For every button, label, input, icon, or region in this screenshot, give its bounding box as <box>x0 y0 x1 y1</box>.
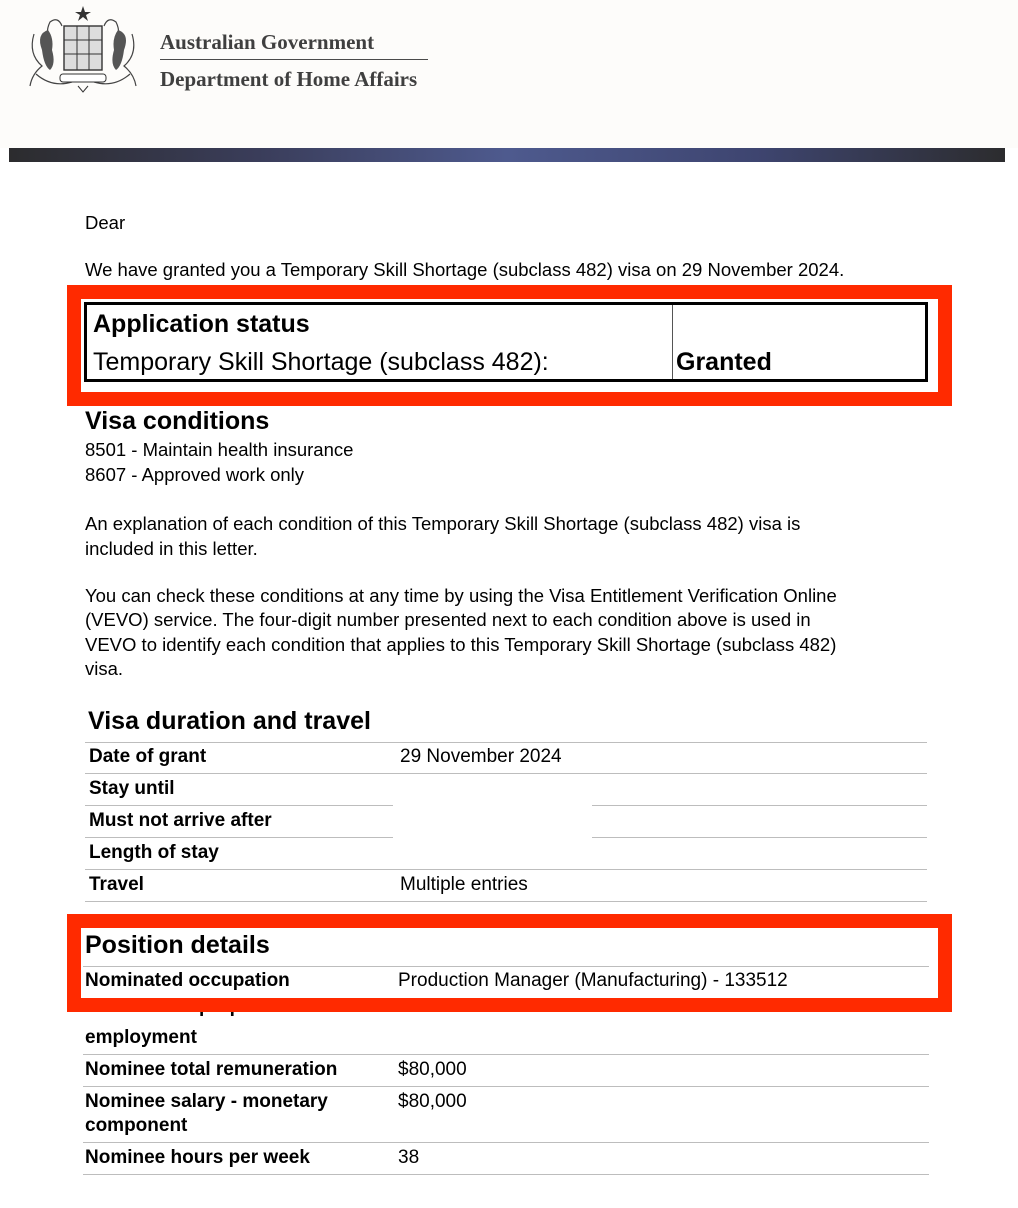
table-rule <box>83 1054 929 1055</box>
table-rule <box>85 869 927 870</box>
table-rule <box>592 805 927 806</box>
duration-label: Travel <box>89 874 144 895</box>
application-status-value: Granted <box>676 348 772 376</box>
vevo-paragraph: (VEVO) service. The four-digit number presented next to each condition above is used in <box>85 609 811 630</box>
table-rule <box>85 742 927 743</box>
visa-conditions-title: Visa conditions <box>85 407 270 435</box>
table-rule <box>83 1174 929 1175</box>
government-name: Australian Government <box>160 30 375 54</box>
salutation: Dear <box>85 212 126 233</box>
vevo-paragraph: VEVO to identify each condition that applies to this Temporary Skill Shortage (subclass 482) <box>85 634 837 655</box>
header-divider <box>160 59 428 60</box>
table-rule <box>83 1086 929 1087</box>
position-label: component <box>85 1115 188 1136</box>
application-status-box <box>84 302 928 382</box>
application-status-title: Application status <box>93 310 310 338</box>
duration-label: Date of grant <box>89 746 207 767</box>
position-value: Production Manager (Manufacturing) - 133512 <box>398 970 788 991</box>
status-divider <box>672 305 673 379</box>
duration-value: Multiple entries <box>400 874 528 895</box>
table-rule <box>83 1142 929 1143</box>
visa-duration-title: Visa duration and travel <box>88 707 371 735</box>
table-rule <box>592 837 927 838</box>
vevo-paragraph: You can check these conditions at any time by using the Visa Entitlement Verification Online <box>85 585 837 606</box>
duration-label: Length of stay <box>89 842 219 863</box>
department-name: Department of Home Affairs <box>160 67 418 91</box>
table-rule <box>83 966 929 967</box>
conditions-explanation: An explanation of each condition of this Temporary Skill Shortage (subclass 482) visa is <box>85 513 801 534</box>
position-details-title: Position details <box>85 931 270 959</box>
position-label: Nominee hours per week <box>85 1147 310 1168</box>
letterhead <box>0 0 1018 148</box>
header-band <box>9 148 1005 162</box>
position-label: Nominee total remuneration <box>85 1059 338 1080</box>
highlight-position-details <box>67 914 952 1012</box>
coat-of-arms-icon <box>22 4 144 96</box>
position-value: $80,000 <box>398 1059 467 1080</box>
condition-item: 8607 - Approved work only <box>85 464 305 485</box>
duration-label: Stay until <box>89 778 175 799</box>
position-label: Nominee salary - monetary <box>85 1091 328 1112</box>
table-rule <box>85 773 927 774</box>
vevo-paragraph: visa. <box>85 658 124 679</box>
table-rule <box>85 901 927 902</box>
position-value: 38 <box>398 1147 420 1168</box>
position-value: $80,000 <box>398 1091 467 1112</box>
table-rule <box>85 837 393 838</box>
application-status-label: Temporary Skill Shortage (subclass 482): <box>93 348 549 376</box>
condition-item: 8501 - Maintain health insurance <box>85 439 354 460</box>
duration-label: Must not arrive after <box>89 810 272 831</box>
position-label: Nominated occupation <box>85 970 290 991</box>
grant-intro: We have granted you a Temporary Skill Shortage (subclass 482) visa on 29 November 2024. <box>85 259 845 280</box>
duration-value: 29 November 2024 <box>400 746 562 767</box>
position-label: employment <box>85 1027 197 1048</box>
table-rule <box>85 805 393 806</box>
conditions-explanation: included in this letter. <box>85 538 258 559</box>
